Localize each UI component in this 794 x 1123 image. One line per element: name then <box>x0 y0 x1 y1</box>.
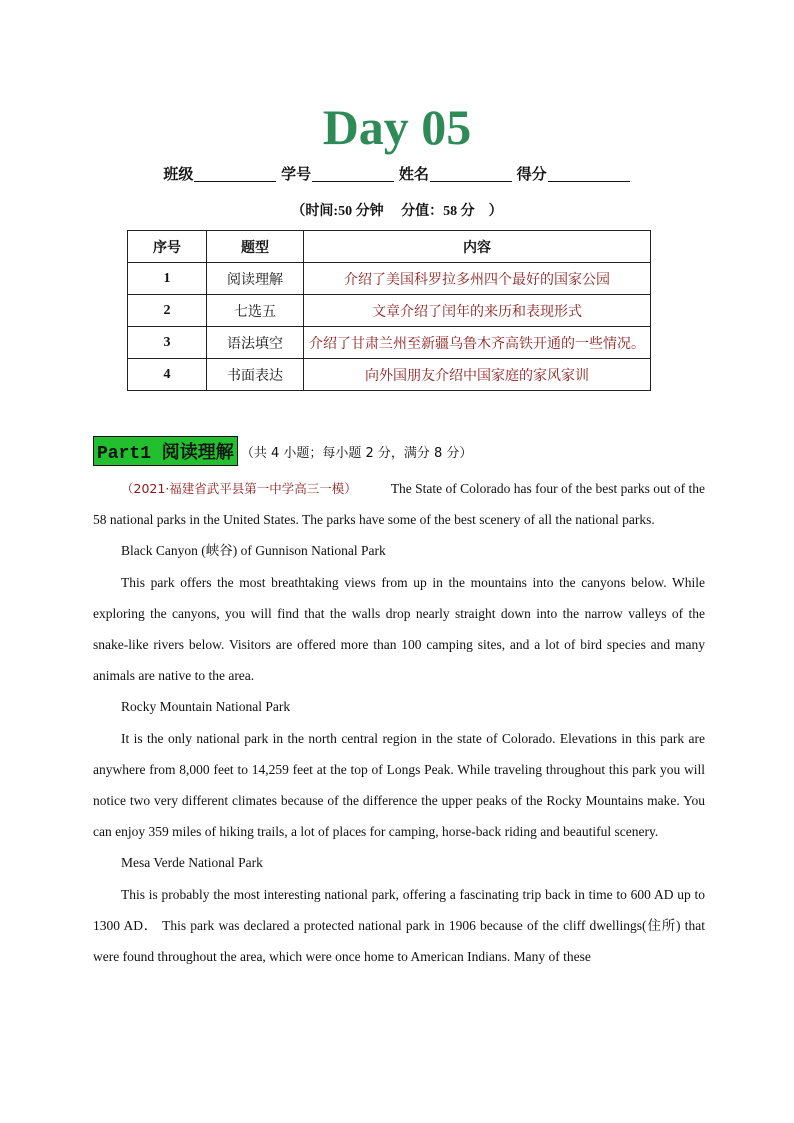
intro-text: The State of Colorado has four of the best parks out of the 58 national parks in the United States. The parks have some of the best scenery of all the national parks. <box>93 481 705 528</box>
part1-heading <box>93 436 472 466</box>
header-num: 序号 <box>128 231 207 263</box>
id-label: 学号 <box>281 167 312 183</box>
row-content: 介绍了甘肃兰州至新疆乌鲁木齐高铁开通的一些情况。 <box>304 327 651 359</box>
score-label: 得分 <box>516 167 547 183</box>
row-content: 文章介绍了闰年的来历和表现形式 <box>304 295 651 327</box>
row-num: 4 <box>128 359 207 391</box>
page-title: Day 05 <box>322 99 472 155</box>
park3-text: This is probably the most interesting national park, offering a fascinating trip back in time to 600 AD up to 1300 AD． This park was declared a protected national park in 1906 because of the cliff dwellings(住所) that were found throughout the area, which were once home to American Indians. Many of these <box>93 886 705 965</box>
row-type: 七选五 <box>207 295 304 327</box>
row-content: 介绍了美国科罗拉多州四个最好的国家公园 <box>304 263 651 295</box>
table-row <box>128 295 651 327</box>
row-num: 2 <box>128 295 207 327</box>
park3-title: Mesa Verde National Park <box>121 855 263 871</box>
student-info-line <box>0 163 794 184</box>
source-label: （2021·福建省武平县第一中学高三一模） <box>121 481 357 496</box>
name-label: 姓名 <box>398 167 429 183</box>
row-type: 书面表达 <box>207 359 304 391</box>
park2-title: Rocky Mountain National Park <box>121 699 291 715</box>
id-blank[interactable] <box>312 167 394 182</box>
row-num: 3 <box>128 327 207 359</box>
table-row <box>128 263 651 295</box>
intro-paragraph <box>93 473 705 535</box>
header-type: 题型 <box>207 231 304 263</box>
score-blank[interactable] <box>548 167 630 182</box>
park2-text: It is the only national park in the north central region in the state of Colorado. Elevations in this park are anywhere from 8,000 feet to 14,259 feet at the top of Longs Peak. While traveling throughout this park you will notice two very different climates because of the difference the upper peaks of the Rocky Mountains make. You can enjoy 359 miles of hiking trails, a lot of places for camping, horse-back riding and beautiful scenery. <box>93 730 705 840</box>
table-row <box>128 359 651 391</box>
table-header-row <box>128 231 651 263</box>
row-content: 向外国朋友介绍中国家庭的家风家训 <box>304 359 651 391</box>
part1-note: （共 4 小题；每小题 2 分，满分 8 分） <box>240 445 473 461</box>
park1-text: This park offers the most breathtaking views from up in the mountains into the canyons below. While exploring the canyons, you will find that the walls drop nearly straight down into the narrow valleys of the snake-like rivers below. Visitors are offered more than 100 camping sites, and a lot of bird species and many animals are native to the area. <box>93 574 705 684</box>
row-type: 语法填空 <box>207 327 304 359</box>
part1-badge: Part1 阅读理解 <box>93 436 238 466</box>
name-blank[interactable] <box>430 167 512 182</box>
table-row <box>128 327 651 359</box>
row-type: 阅读理解 <box>207 263 304 295</box>
time-score-meta: （时间:50 分钟 分值：58 分 ） <box>291 204 503 219</box>
overview-table <box>127 230 651 391</box>
header-content: 内容 <box>304 231 651 263</box>
reading-passage <box>93 473 705 972</box>
class-blank[interactable] <box>194 167 276 182</box>
row-num: 1 <box>128 263 207 295</box>
park1-title: Black Canyon (峡谷) of Gunnison National Park <box>121 543 386 559</box>
class-label: 班级 <box>163 167 194 183</box>
